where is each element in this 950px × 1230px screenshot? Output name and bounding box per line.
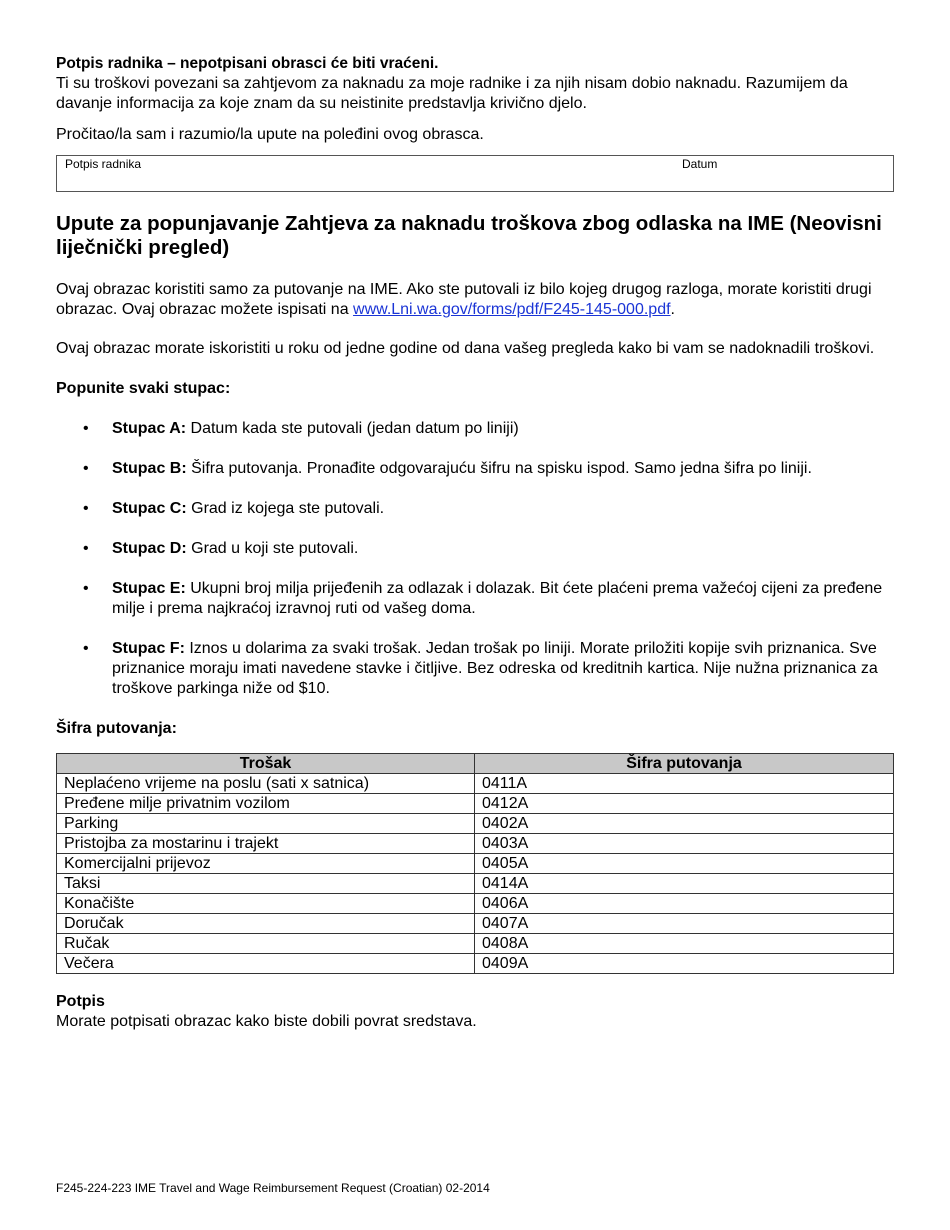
table-row <box>57 774 894 794</box>
code-cell: 0405A <box>475 854 894 874</box>
bullet-icon: • <box>83 460 89 477</box>
paragraph-1-end: . <box>670 301 675 318</box>
expense-cell: Pristojba za mostarinu i trajekt <box>57 834 475 854</box>
signature-statement: Ti su troškovi povezani sa zahtjevom za naknadu za moje radnike i za njih nisam dobio naknadu. Razumijem da davanje informacija za koje znam da su neistinite predstavlja krivično djelo. <box>56 75 848 112</box>
table-row <box>57 834 894 854</box>
column-text: Grad iz kojega ste putovali. <box>186 500 385 517</box>
bullet-icon: • <box>83 420 89 437</box>
column-item <box>56 419 894 439</box>
expense-cell: Neplaćeno vrijeme na poslu (sati x satnica) <box>57 774 475 794</box>
code-cell: 0403A <box>475 834 894 854</box>
instructions-paragraph-2: Ovaj obrazac morate iskoristiti u roku od jedne godine od dana vašeg pregleda kako bi vam se nadoknadili troškovi. <box>56 340 875 357</box>
signature-note-text: Morate potpisati obrazac kako biste dobili povrat sredstava. <box>56 1013 477 1030</box>
instructions-heading: Upute za popunjavanje Zahtjeva za naknadu troškova zbog odlaska na IME (Neovisni liječnički pregled) <box>56 212 882 259</box>
code-cell: 0407A <box>475 914 894 934</box>
expense-cell: Parking <box>57 814 475 834</box>
date-field-label: Datum <box>682 157 718 171</box>
column-label: Stupac A: <box>112 420 187 437</box>
column-text: Iznos u dolarima za svaki trošak. Jedan trošak po liniji. Morate priložiti kopije svih priznanica. Sve priznanice moraju imati navedene stavke i čitljive. Bez odreska od kreditnih kartica. Nije nužna priznanica za troškove parkinga niže od $10. <box>112 640 878 697</box>
column-label: Stupac C: <box>112 500 187 517</box>
code-cell: 0414A <box>475 874 894 894</box>
form-footer: F245-224-223 IME Travel and Wage Reimbursement Request (Croatian) 02-2014 <box>56 1181 490 1195</box>
column-item <box>56 459 894 479</box>
code-cell: 0408A <box>475 934 894 954</box>
table-header-row <box>57 754 894 774</box>
column-item <box>56 579 894 619</box>
travel-codes-table <box>56 753 894 974</box>
form-download-link[interactable]: www.Lni.wa.gov/forms/pdf/F245-145-000.pdf <box>353 301 671 318</box>
paragraph-1-text: Ovaj obrazac koristiti samo za putovanje na IME. Ako ste putovali iz bilo kojeg drugog razloga, morate koristiti drugi obrazac. Ovaj obrazac možete ispisati na <box>56 281 872 318</box>
code-cell: 0409A <box>475 954 894 974</box>
column-text: Šifra putovanja. Pronađite odgovarajuću šifru na spisku ispod. Samo jedna šifra po liniji. <box>186 460 812 477</box>
column-item <box>56 639 894 699</box>
column-text: Ukupni broj milja prijeđenih za odlazak i dolazak. Bit ćete plaćeni prema važećoj cijeni za pređene milje i prema najkraćoj izravnoj ruti od vašeg doma. <box>112 580 883 617</box>
columns-heading: Popunite svaki stupac: <box>56 380 231 397</box>
column-label: Stupac D: <box>112 540 187 557</box>
signature-field-label: Potpis radnika <box>65 157 142 171</box>
column-text: Grad u koji ste putovali. <box>186 540 359 557</box>
travel-codes-heading: Šifra putovanja: <box>56 720 177 737</box>
signature-date-box[interactable] <box>56 155 894 192</box>
code-cell: 0412A <box>475 794 894 814</box>
table-row <box>57 894 894 914</box>
signature-note-heading: Potpis <box>56 993 105 1010</box>
table-row <box>57 914 894 934</box>
table-row <box>57 814 894 834</box>
expense-cell: Pređene milje privatnim vozilom <box>57 794 475 814</box>
expense-cell: Taksi <box>57 874 475 894</box>
table-row <box>57 934 894 954</box>
table-row <box>57 954 894 974</box>
expense-cell: Doručak <box>57 914 475 934</box>
column-item <box>56 539 894 559</box>
column-text: Datum kada ste putovali (jedan datum po liniji) <box>186 420 519 437</box>
expense-cell: Konačište <box>57 894 475 914</box>
table-row <box>57 854 894 874</box>
signature-warning-title: Potpis radnika – nepotpisani obrasci će biti vraćeni. <box>56 55 439 72</box>
column-label: Stupac B: <box>112 460 187 477</box>
code-cell: 0411A <box>475 774 894 794</box>
bullet-icon: • <box>83 540 89 557</box>
header-travel-code: Šifra putovanja <box>475 754 894 774</box>
acknowledgement-text: Pročitao/la sam i razumio/la upute na poleđini ovog obrasca. <box>56 126 484 143</box>
expense-cell: Komercijalni prijevoz <box>57 854 475 874</box>
bullet-icon: • <box>83 640 89 657</box>
expense-cell: Ručak <box>57 934 475 954</box>
instructions-paragraph-1 <box>56 280 894 320</box>
bullet-icon: • <box>83 580 89 597</box>
code-cell: 0406A <box>475 894 894 914</box>
form-page <box>56 54 894 1032</box>
code-cell: 0402A <box>475 814 894 834</box>
column-label: Stupac F: <box>112 640 185 657</box>
columns-list <box>56 419 894 699</box>
bullet-icon: • <box>83 500 89 517</box>
column-item <box>56 499 894 519</box>
header-expense: Trošak <box>57 754 475 774</box>
table-row <box>57 874 894 894</box>
table-row <box>57 794 894 814</box>
column-label: Stupac E: <box>112 580 186 597</box>
expense-cell: Večera <box>57 954 475 974</box>
